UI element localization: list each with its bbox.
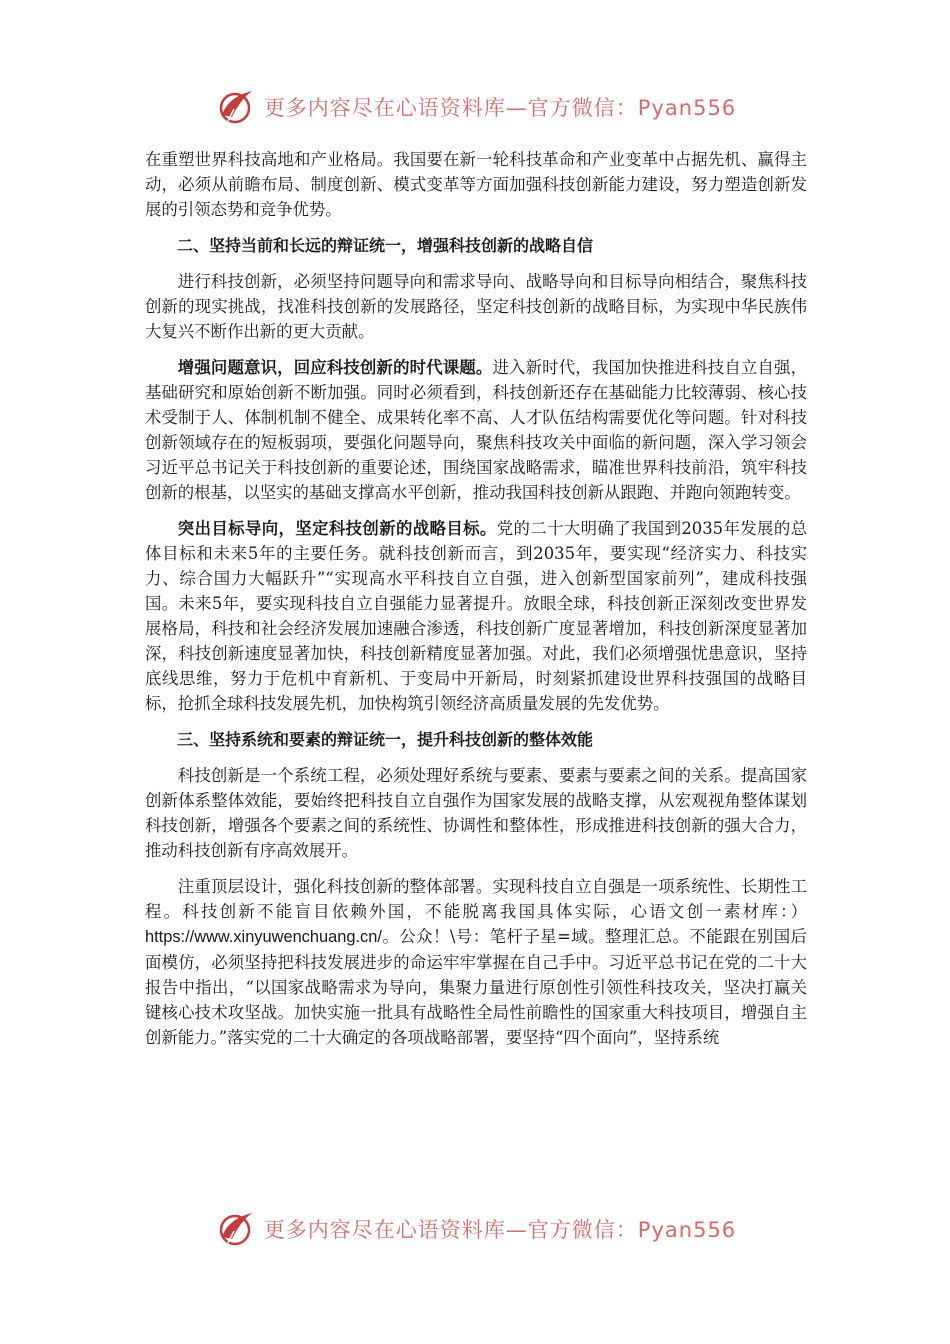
paragraph-text: 进入新时代，我国加快推进科技自立自强，基础研究和原始创新不断加强。同时必须看到，科技创新还存在基础能力比较薄弱、核心技术受制于人、体制机制不健全、成果转化率不高、人才队伍结构需要优化等问题。针对科技创新领域存在的短板弱项，要强化问题导向，聚焦科技攻关中面临的新问题，深入学习领会习近平总书记关于科技创新的重要论述，围绕国家战略需求，瞄准世界科技前沿，筑牢科技创新的根基，以坚实的基础支撑高水平创新，推动我国科技创新从跟跑、并跑向领跑转变。	[145, 358, 807, 502]
pen-circle-logo-icon	[214, 85, 258, 129]
footer-banner	[0, 1204, 950, 1254]
paragraph-text: 党的二十大明确了我国到2035年发展的总体目标和未来5年的主要任务。就科技创新而言，到2035年，要实现“经济实力、科技实力、综合国力大幅跃升”“实现高水平科技自立自强，进入创新型国家前列”，建成科技强国。未来5年，要实现科技自立自强能力显著提升。放眼全球，科技创新正深刻改变世界发展格局，科技和社会经济发展加速融合渗透，科技创新广度显著增加，科技创新深度显著加深，科技创新速度显著加快，科技创新精度显著加强。对此，我们必须增强忧患意识，坚持底线思维，努力于危机中育新机、于变局中开新局，时刻紧抓建设世界科技强国的战略目标，抢抓全球科技发展先机，加快构筑引领经济高质量发展的先发优势。	[145, 519, 807, 713]
website-link[interactable]: https://www.xinyuwenchuang.cn/	[145, 928, 382, 946]
paragraph-text: 注重顶层设计，强化科技创新的整体部署。实现科技自立自强是一项系统性、长期性工程。科技创新不能盲目依赖外国，不能脱离我国具体实际，心语文创一素材库：）	[145, 877, 807, 921]
paragraph-text: 。公众！\号：笔杆子星=域。整理汇总。不能跟在别国后面模仿，必须坚持把科技发展进步的命运牢牢掌握在自己手中。习近平总书记在党的二十大报告中指出，“以国家战略需求为导向，集聚力量进行原创性引领性科技攻关，坚决打赢关键核心技术攻坚战。加快实施一批具有战略性全局性前瞻性的国家重大科技项目，增强自主创新能力。”落实党的二十大确定的各项战略部署，要坚持“四个面向”，坚持系统	[145, 927, 807, 1047]
banner-text: 更多内容尽在心语资料库—官方微信：Pyan556	[263, 1218, 737, 1242]
paragraph	[145, 874, 807, 1050]
paragraph-lead: 突出目标导向，坚定科技创新的战略目标。	[177, 519, 497, 538]
paragraph-lead: 增强问题意识，回应科技创新的时代课题。	[177, 358, 493, 377]
section-heading: 三、坚持系统和要素的辩证统一，提升科技创新的整体效能	[177, 730, 594, 749]
header-banner	[0, 82, 950, 132]
paragraph	[145, 516, 807, 716]
paragraph	[145, 355, 807, 505]
document-body	[145, 147, 807, 1061]
paragraph: 进行科技创新，必须坚持问题导向和需求导向、战略导向和目标导向相结合，聚焦科技创新的现实挑战，找准科技创新的发展路径，坚定科技创新的战略目标，为实现中华民族伟大复兴不断作出新的更大贡献。	[145, 272, 807, 341]
paragraph: 科技创新是一个系统工程，必须处理好系统与要素、要素与要素之间的关系。提高国家创新体系整体效能，要始终把科技自立自强作为国家发展的战略支撑，从宏观视角整体谋划科技创新，增强各个要素之间的系统性、协调性和整体性，形成推进科技创新的强大合力，推动科技创新有序高效展开。	[145, 766, 807, 860]
pen-circle-logo-icon	[214, 1207, 258, 1251]
paragraph: 在重塑世界科技高地和产业格局。我国要在新一轮科技革命和产业变革中占据先机、赢得主动，必须从前瞻布局、制度创新、模式变革等方面加强科技创新能力建设，努力塑造创新发展的引领态势和竞争优势。	[145, 150, 807, 219]
banner-text: 更多内容尽在心语资料库—官方微信：Pyan556	[263, 96, 737, 120]
section-heading: 二、坚持当前和长远的辩证统一，增强科技创新的战略自信	[177, 236, 594, 255]
